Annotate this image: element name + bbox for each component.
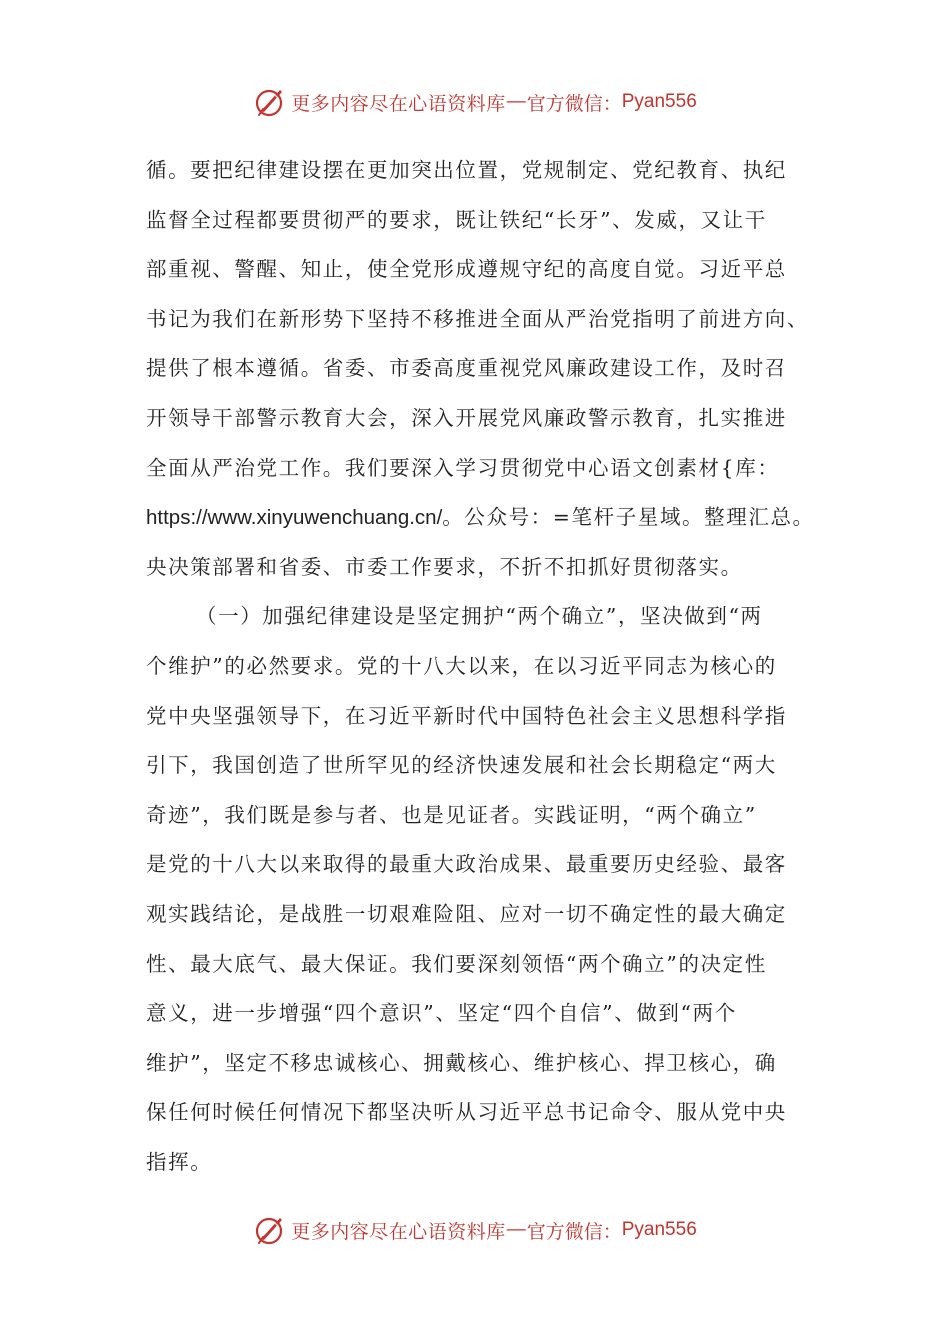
banner-wechat-id: Pyan556 [621, 91, 697, 112]
banner-wechat-label: 官方微信： [526, 1220, 622, 1243]
text-line: 个维护”的必然要求。党的十八大以来，在以习近平同志为核心的 [146, 653, 777, 678]
header-banner[interactable] [0, 82, 950, 122]
url-text-line [146, 493, 815, 543]
text-line: 提供了根本遵循。省委、市委高度重视党风廉政建设工作，及时召 [146, 356, 787, 381]
banner-dash: — [506, 1219, 526, 1240]
text-line: 监督全过程都要贯彻严的要求，既让铁纪“长牙”、发威，又让干 [146, 207, 767, 232]
text-line: 党中央坚强领导下，在习近平新时代中国特色社会主义思想科学指 [146, 703, 787, 728]
text-line: 引下，我国创造了世所罕见的经济快速发展和社会长期稳定“两大 [146, 753, 777, 778]
url-suffix-text: 。公众号：=笔杆子星域。整理汇总。 [442, 505, 815, 530]
text-line: 是党的十八大以来取得的最重大政治成果、最重要历史经验、最客 [146, 852, 787, 877]
banner-site-text: 更多内容尽在心语资料库 [291, 1220, 506, 1243]
text-line: 意义，进一步增强“四个意识”、坚定“四个自信”、做到“两个 [146, 1001, 737, 1026]
paragraph-2 [146, 592, 808, 1187]
text-line: （一）加强纪律建设是坚定拥护“两个确立”，坚决做到“两 [196, 604, 763, 629]
text-line: 循。要把纪律建设摆在更加突出位置，党规制定、党纪教育、执纪 [146, 158, 787, 182]
paragraph-1 [146, 146, 815, 592]
text-line: 指挥。 [146, 1149, 213, 1174]
text-line: 奇迹”，我们既是参与者、也是见证者。实践证明，“两个确立” [146, 802, 757, 827]
text-line: 央决策部署和省委、市委工作要求，不折不扣抓好贯彻落实。 [146, 554, 743, 579]
text-line: 保任何时候任何情况下都坚决听从习近平总书记命令、服从党中央 [146, 1100, 787, 1125]
banner-wechat-id: Pyan556 [621, 1219, 697, 1240]
website-url-link[interactable]: https://www.xinyuwenchuang.cn/ [146, 506, 443, 530]
text-line: 性、最大底气、最大保证。我们要深刻领悟“两个确立”的决定性 [146, 951, 767, 976]
banner-site-text: 更多内容尽在心语资料库 [291, 92, 506, 115]
banner-wechat-label: 官方微信： [526, 92, 622, 115]
text-line: 观实践结论，是战胜一切艰难险阻、应对一切不确定性的最大确定 [146, 901, 787, 926]
quill-pen-circle-icon [253, 85, 287, 119]
text-line: 全面从严治党工作。我们要深入学习贯彻党中心语文创素材{库： [146, 455, 780, 480]
text-line: 部重视、警醒、知止，使全党形成遵规守纪的高度自觉。习近平总 [146, 257, 787, 282]
body-content [146, 146, 815, 1187]
text-line: 开领导干部警示教育大会，深入开展党风廉政警示教育，扎实推进 [146, 405, 787, 430]
banner-dash: — [506, 91, 526, 112]
text-line: 维护”，坚定不移忠诚核心、拥戴核心、维护核心、捍卫核心，确 [146, 1050, 777, 1075]
quill-pen-circle-icon [253, 1213, 287, 1247]
text-line: 书记为我们在新形势下坚持不移推进全面从严治党指明了前进方向、 [146, 306, 809, 331]
footer-banner[interactable] [0, 1210, 950, 1250]
